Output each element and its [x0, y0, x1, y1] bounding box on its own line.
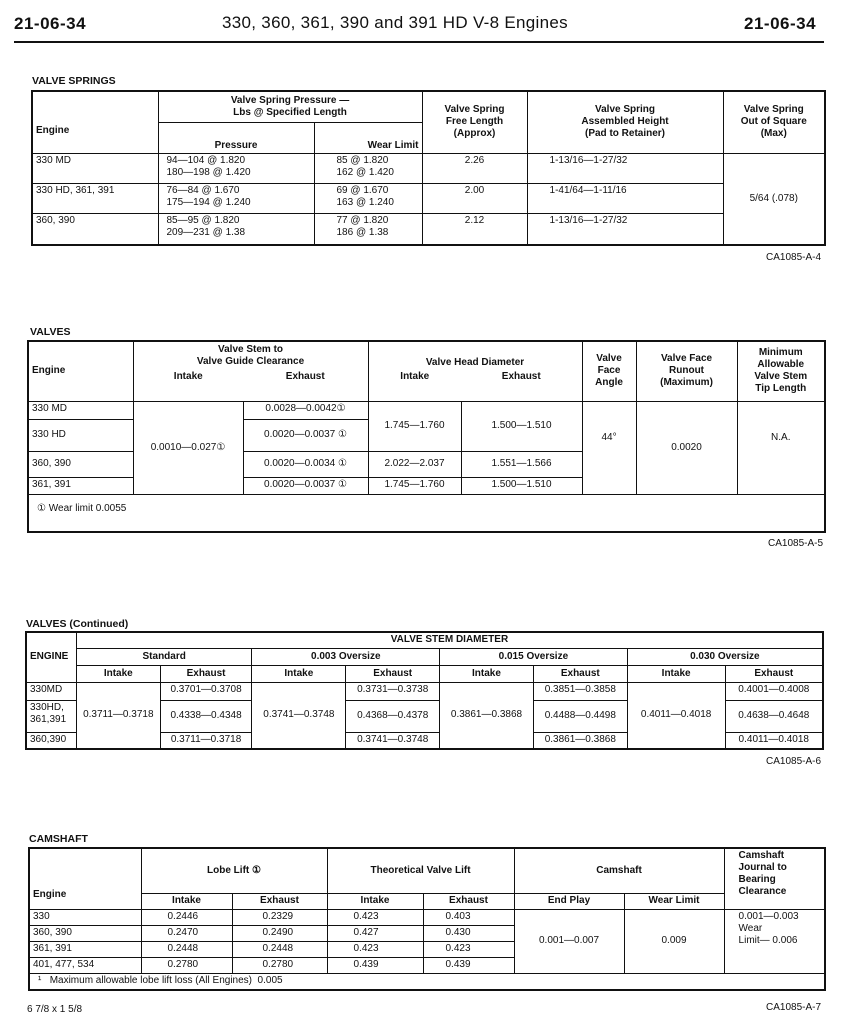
header-engine: ENGINE — [26, 632, 76, 682]
wear-cell: 77 @ 1.820 186 @ 1.38 — [314, 213, 422, 245]
valve-springs-table — [31, 90, 826, 246]
face-runout-cell: 0.0020 — [636, 401, 737, 494]
header-exhaust: Exhaust — [232, 893, 327, 909]
intake-cell: 0.4011—0.4018 — [627, 682, 725, 749]
header-intake: Intake — [76, 665, 160, 682]
header-wear-limit: Wear Limit — [314, 122, 422, 153]
header-rule — [14, 41, 824, 43]
header-end-play: End Play — [514, 893, 624, 909]
intake-cell: 0.3741—0.3748 — [252, 682, 346, 749]
header-clearance: Valve Stem to Valve Guide Clearance — [133, 341, 368, 370]
theo-exhaust-cell: 0.403 — [423, 909, 514, 925]
engine-cell: 361, 391 — [29, 941, 141, 957]
lobe-exhaust-cell: 0.2448 — [232, 941, 327, 957]
exhaust-cell: 0.3851—0.3858 — [533, 682, 627, 700]
section-title-camshaft: CAMSHAFT — [29, 833, 88, 845]
intake-cell: 0.3711—0.3718 — [76, 682, 160, 749]
page-title: 330, 360, 361, 390 and 391 HD V-8 Engines — [222, 13, 568, 32]
footnote-text: Maximum allowable lobe lift loss (All Engines) 0.005 — [49, 974, 283, 986]
header-exhaust: Exhaust — [533, 665, 627, 682]
intake-clearance-cell: 0.0010—0.027① — [133, 401, 243, 494]
engine-cell: 330 HD — [28, 419, 133, 451]
lobe-intake-cell: 0.2470 — [141, 925, 232, 941]
table-row — [32, 213, 825, 245]
engine-cell: 330HD, 361,391 — [26, 700, 76, 732]
engine-cell: 330MD — [26, 682, 76, 700]
exhaust-cell: 0.3861—0.3868 — [533, 732, 627, 749]
header-intake: Intake — [141, 893, 232, 909]
header-exhaust: Exhaust — [423, 893, 514, 909]
theo-exhaust-cell: 0.439 — [423, 957, 514, 973]
wear-cell: 85 @ 1.820 162 @ 1.420 — [314, 153, 422, 183]
theo-intake-cell: 0.439 — [327, 957, 423, 973]
theo-intake-cell: 0.423 — [327, 909, 423, 925]
engine-cell: 361, 391 — [28, 477, 133, 494]
section-title-valves-continued: VALVES (Continued) — [26, 618, 129, 630]
wear-cell: 69 @ 1.670 163 @ 1.240 — [314, 183, 422, 213]
head-exhaust-cell: 1.551—1.566 — [461, 451, 582, 477]
exhaust-cell: 0.3731—0.3738 — [346, 682, 440, 700]
header-group-030: 0.030 Oversize — [627, 648, 823, 665]
end-play-cell: 0.001—0.007 — [514, 909, 624, 973]
lobe-intake-cell: 0.2446 — [141, 909, 232, 925]
head-exhaust-cell: 1.500—1.510 — [461, 401, 582, 451]
header-engine: Engine — [32, 91, 158, 153]
header-tip-length: Minimum Allowable Valve Stem Tip Length — [737, 341, 825, 401]
exhaust-clearance-cell: 0.0020—0.0037 ① — [243, 419, 368, 451]
header-wear-limit: Wear Limit — [624, 893, 724, 909]
header-theoretical-lift: Theoretical Valve Lift — [327, 848, 514, 893]
exhaust-cell: 0.3701—0.3708 — [160, 682, 252, 700]
header-group-standard: Standard — [76, 648, 252, 665]
table-row — [26, 682, 823, 700]
camshaft-table — [28, 847, 826, 991]
table-row — [28, 401, 825, 419]
header-face-runout: Valve Face Runout (Maximum) — [636, 341, 737, 401]
engine-cell: 330 — [29, 909, 141, 925]
exhaust-cell: 0.4338—0.4348 — [160, 700, 252, 732]
header-engine: Engine — [28, 341, 133, 401]
engine-cell: 330 MD — [32, 153, 158, 183]
header-exhaust: Exhaust — [243, 370, 368, 401]
header-exhaust: Exhaust — [461, 370, 582, 401]
header-journal-clearance: Camshaft Journal to Bearing Clearance — [724, 848, 825, 909]
header-head-diameter: Valve Head Diameter — [368, 341, 582, 370]
lobe-exhaust-cell: 0.2490 — [232, 925, 327, 941]
section-title-valves: VALVES — [30, 326, 71, 338]
table-row — [29, 909, 825, 925]
theo-intake-cell: 0.427 — [327, 925, 423, 941]
header-intake: Intake — [440, 665, 534, 682]
engine-cell: 330 HD, 361, 391 — [32, 183, 158, 213]
table-row — [32, 183, 825, 213]
page-size-note: 6 7/8 x 1 5/8 — [27, 1004, 83, 1015]
theo-exhaust-cell: 0.423 — [423, 941, 514, 957]
lobe-intake-cell: 0.2448 — [141, 941, 232, 957]
figure-code: CA1085-A-6 — [766, 756, 822, 767]
section-title-valve-springs: VALVE SPRINGS — [32, 75, 116, 87]
head-exhaust-cell: 1.500—1.510 — [461, 477, 582, 494]
exhaust-cell: 0.4488—0.4498 — [533, 700, 627, 732]
engine-cell: 360, 390 — [28, 451, 133, 477]
intake-cell: 0.3861—0.3868 — [440, 682, 534, 749]
exhaust-cell: 0.4368—0.4378 — [346, 700, 440, 732]
pressure-cell: 94—104 @ 1.820 180—198 @ 1.420 — [158, 153, 314, 183]
exhaust-cell: 0.3741—0.3748 — [346, 732, 440, 749]
exhaust-cell: 0.4011—0.4018 — [725, 732, 823, 749]
lobe-exhaust-cell: 0.2329 — [232, 909, 327, 925]
lobe-exhaust-cell: 0.2780 — [232, 957, 327, 973]
header-engine: Engine — [29, 848, 141, 909]
header-exhaust: Exhaust — [346, 665, 440, 682]
exhaust-cell: 0.4638—0.4648 — [725, 700, 823, 732]
head-intake-cell: 2.022—2.037 — [368, 451, 461, 477]
free-length-cell: 2.00 — [422, 183, 527, 213]
exhaust-cell: 0.4001—0.4008 — [725, 682, 823, 700]
engine-cell: 360, 390 — [32, 213, 158, 245]
tip-length-cell: N.A. — [737, 401, 825, 494]
header-intake: Intake — [368, 370, 461, 401]
pressure-cell: 85—95 @ 1.820 209—231 @ 1.38 — [158, 213, 314, 245]
assembled-cell: 1-41/64—1-11/16 — [527, 183, 723, 213]
engine-cell: 360,390 — [26, 732, 76, 749]
header-camshaft: Camshaft — [514, 848, 724, 893]
valve-stem-table — [25, 631, 824, 750]
exhaust-clearance-cell: 0.0028—0.0042① — [243, 401, 368, 419]
free-length-cell: 2.26 — [422, 153, 527, 183]
pressure-cell: 76—84 @ 1.670 175—194 @ 1.240 — [158, 183, 314, 213]
header-group-003: 0.003 Oversize — [252, 648, 440, 665]
table-row — [32, 153, 825, 183]
head-intake-cell: 1.745—1.760 — [368, 401, 461, 451]
exhaust-clearance-cell: 0.0020—0.0034 ① — [243, 451, 368, 477]
valves-footnote: ① Wear limit 0.0055 — [28, 494, 825, 532]
figure-code: CA1085-A-7 — [766, 1002, 822, 1013]
page-number-left: 21-06-34 — [14, 14, 87, 33]
header-intake: Intake — [327, 893, 423, 909]
head-intake-cell: 1.745—1.760 — [368, 477, 461, 494]
header-intake: Intake — [252, 665, 346, 682]
header-pressure-group: Valve Spring Pressure — Lbs @ Specified Length — [158, 91, 422, 122]
header-intake: Intake — [627, 665, 725, 682]
header-stem-diameter: VALVE STEM DIAMETER — [76, 632, 823, 648]
footnote-marker: ¹ — [38, 974, 42, 986]
journal-clearance-cell: 0.001—0.003 Wear Limit— 0.006 — [724, 909, 825, 973]
header-assembled-height: Valve Spring Assembled Height (Pad to Retainer) — [527, 91, 723, 153]
valves-table — [27, 340, 826, 533]
out-of-square-cell: 5/64 (.078) — [723, 153, 825, 245]
engine-cell: 330 MD — [28, 401, 133, 419]
header-exhaust: Exhaust — [725, 665, 823, 682]
header-face-angle: Valve Face Angle — [582, 341, 636, 401]
page-number-right: 21-06-34 — [744, 14, 817, 33]
wear-limit-cell: 0.009 — [624, 909, 724, 973]
exhaust-clearance-cell: 0.0020—0.0037 ① — [243, 477, 368, 494]
header-group-015: 0.015 Oversize — [440, 648, 628, 665]
free-length-cell: 2.12 — [422, 213, 527, 245]
theo-exhaust-cell: 0.430 — [423, 925, 514, 941]
header-out-of-square: Valve Spring Out of Square (Max) — [723, 91, 825, 153]
header-pressure: Pressure — [158, 122, 314, 153]
engine-cell: 360, 390 — [29, 925, 141, 941]
lobe-intake-cell: 0.2780 — [141, 957, 232, 973]
figure-code: CA1085-A-5 — [768, 538, 824, 549]
face-angle-cell: 44° — [582, 401, 636, 494]
assembled-cell: 1-13/16—1-27/32 — [527, 153, 723, 183]
header-lobe-lift: Lobe Lift ① — [141, 848, 327, 893]
header-intake: Intake — [133, 370, 243, 401]
camshaft-footnote — [29, 973, 825, 990]
header-free-length: Valve Spring Free Length (Approx) — [422, 91, 527, 153]
engine-cell: 401, 477, 534 — [29, 957, 141, 973]
exhaust-cell: 0.3711—0.3718 — [160, 732, 252, 749]
assembled-cell: 1-13/16—1-27/32 — [527, 213, 723, 245]
theo-intake-cell: 0.423 — [327, 941, 423, 957]
figure-code: CA1085-A-4 — [766, 252, 822, 263]
header-exhaust: Exhaust — [160, 665, 252, 682]
